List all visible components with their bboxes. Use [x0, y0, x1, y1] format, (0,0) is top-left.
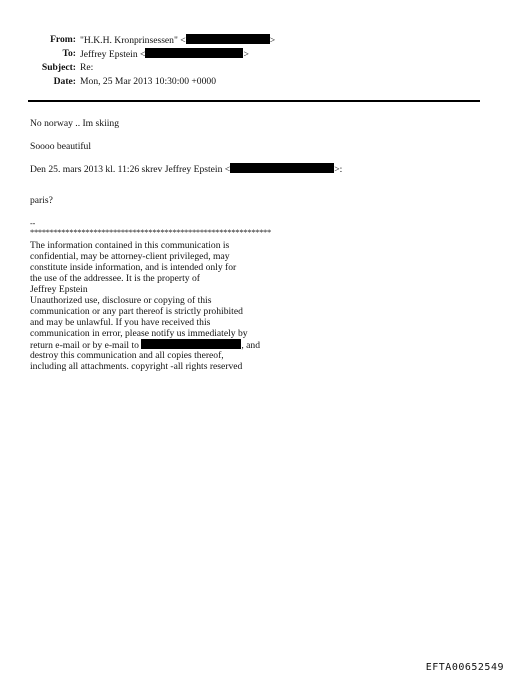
email-line-end: , and: [241, 340, 261, 351]
from-close: >: [269, 35, 276, 46]
redaction-box: [141, 339, 241, 349]
from-label: From:: [50, 34, 76, 45]
disclaimer-line: including all attachments. copyright -all rights reserved: [30, 361, 243, 372]
to-close: >: [243, 49, 249, 60]
redaction-box: [230, 163, 334, 173]
body-line-1: No norway .. Im skiing: [30, 118, 119, 129]
signature-stars: *************************************************************: [30, 227, 271, 237]
subject-value: Re:: [80, 62, 94, 73]
to-value: [80, 48, 249, 60]
from-name: "H.K.H. Kronprinsessen" <: [80, 35, 186, 46]
document-id: EFTA00652549: [425, 662, 504, 673]
disclaimer-line: Unauthorized use, disclosure or copying of this: [30, 295, 212, 306]
disclaimer-line: confidential, may be attorney-client privileged, may: [30, 251, 230, 262]
redaction-box: [186, 34, 270, 44]
disclaimer-line: Jeffrey Epstein: [30, 284, 88, 295]
subject-label: Subject:: [41, 62, 76, 73]
quote-prefix: Den 25. mars 2013 kl. 11:26 skrev Jeffrey Epstein <: [30, 164, 231, 175]
disclaimer-line: destroy this communication and all copies thereof,: [30, 350, 224, 361]
disclaimer: [30, 240, 330, 372]
signature-dash: --: [30, 219, 36, 228]
disclaimer-line: communication in error, please notify us immediately by: [30, 328, 248, 339]
body-line-2: Soooo beautiful: [30, 141, 92, 152]
redaction-box: [145, 48, 243, 58]
disclaimer-line: constitute inside information, and is intended only for: [30, 262, 237, 273]
disclaimer-line: the use of the addressee. It is the property of: [30, 273, 200, 284]
disclaimer-line: communication or any part thereof is strictly prohibited: [30, 306, 243, 317]
to-label: To:: [62, 48, 76, 59]
from-value: [80, 34, 275, 46]
date-value: Mon, 25 Mar 2013 10:30:00 +0000: [80, 76, 216, 87]
quote-header: [30, 163, 342, 175]
header-divider: [28, 100, 480, 102]
disclaimer-line: The information contained in this communication is: [30, 240, 230, 251]
disclaimer-line: and may be unlawful. If you have received this: [30, 317, 211, 328]
to-name: Jeffrey Epstein <: [80, 49, 146, 60]
quote-suffix: >:: [334, 164, 343, 175]
quoted-text: paris?: [30, 195, 53, 206]
email-line-start: return e-mail or by e-mail to: [30, 340, 139, 351]
disclaimer-email-line: [30, 339, 330, 350]
date-label: Date:: [53, 76, 76, 87]
